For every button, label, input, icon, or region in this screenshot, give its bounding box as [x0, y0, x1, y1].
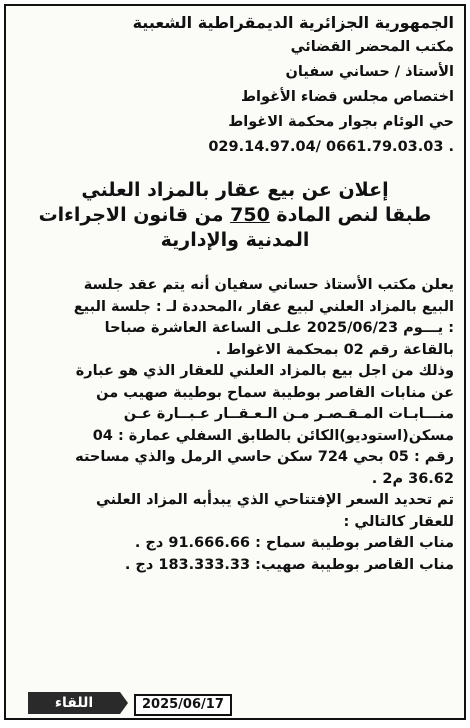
title-line-3: المدنية والإدارية [160, 229, 310, 251]
body-line: يعلن مكتب الأستاذ حساني سفيان أنه يتم عقد جلسة [83, 277, 454, 293]
body-line: بالقاعة رقم 02 بمحكمة الاغواط . [215, 341, 454, 358]
price-line-2: مناب القاصر بوطيبة صهيب: 183.333.33 دج . [124, 556, 454, 573]
article-number: 750 [230, 204, 270, 226]
phone-numbers-text: 029.14.97.04/ 0661.79.03.03 . [208, 139, 454, 155]
title-line-2-post: من قانون الاجراءات [38, 204, 231, 226]
footer [6, 690, 464, 718]
republic-header: الجمهورية الجزائرية الديمقراطية الشعبية [132, 13, 454, 32]
body-line: للعقار كالتالي : [343, 513, 454, 530]
address: حي الوئام بجوار محكمة الاغواط [228, 114, 454, 130]
bailiff-name: الأستاذ / حساني سفيان [285, 64, 454, 80]
jurisdiction: اختصاص مجلس قضاء الأغواط [241, 89, 454, 105]
title-line-2-pre: طبقا لنص المادة [269, 204, 432, 226]
body-line: رقم : 05 بحي 724 سكن حاسي الرمل والذي مساحته [75, 449, 454, 465]
announcement-page [4, 4, 466, 720]
publication-date: 2025/06/17 [134, 694, 232, 716]
body-line: مسكن(استوديو)الكائن بالطابق السفلي عمارة : 04 [92, 427, 454, 444]
body-line: عن منابات القاصر بوطيبة سماح بوطيبة صهيب من [96, 384, 454, 401]
title-line-2 [16, 203, 454, 228]
office-name: مكتب المحضر القضائي [290, 39, 454, 55]
body-line: منـــابـات المـقـصـر مـن الـعـقــار عـبــارة عـن [123, 406, 454, 422]
announcement-content [16, 10, 454, 576]
body-line: وذلك من اجل بيع بالمزاد العلني للعقار الذي هو عبارة [75, 363, 454, 379]
announcement-title [16, 178, 454, 253]
phone-numbers [16, 135, 454, 160]
body-line: البيع بالمزاد العلني لبيع عقار ،المحددة لـ : جلسة البيع [73, 298, 454, 315]
body-line: : يـــوم 2025/06/23 علـى الساعة العاشرة صباحا [104, 320, 454, 336]
body-line: 36.62 م2 . [371, 470, 454, 487]
price-line-1: مناب القاصر بوطيبة سماح : 91.666.66 دج . [134, 535, 454, 551]
body-line: تم تحديد السعر الإفتتاحي الذي يبدأبه المزاد العلني [96, 492, 454, 508]
title-line-1: إعلان عن بيع عقار بالمزاد العلني [81, 179, 389, 201]
newspaper-name: اللقاء [28, 692, 120, 714]
announcement-body [16, 275, 454, 576]
